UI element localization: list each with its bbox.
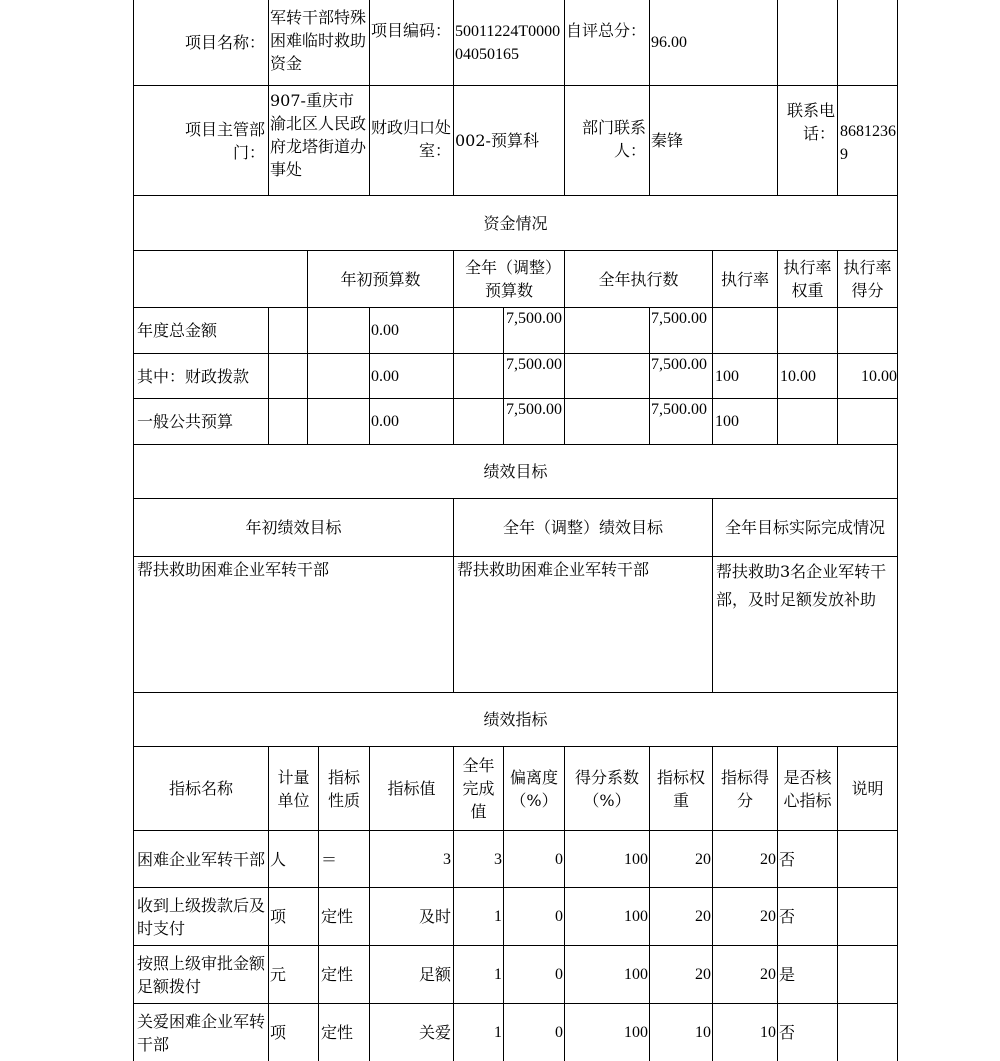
ind-header-nature: 指标性质 (327, 767, 360, 810)
funds-row-score (838, 399, 897, 444)
funds-row-initial: 0.00 (371, 413, 399, 430)
indicator-name: 关爱困难企业军转干部 (137, 1011, 266, 1054)
indicator-done: 1 (494, 966, 502, 983)
dept-label: 项目主管部门： (184, 119, 265, 162)
funds-section-title: 资金情况 (483, 213, 548, 233)
ind-header-weight: 指标权重 (656, 767, 705, 810)
indicator-weight: 10 (695, 1024, 711, 1041)
ind-header-coef: 得分系数（%） (574, 767, 639, 810)
indicator-score: 20 (760, 966, 776, 983)
goal-adjusted-text: 帮扶救助困难企业军转干部 (457, 560, 650, 579)
indicator-core: 是 (779, 965, 796, 984)
indicator-name: 按照上级审批金额足额拨付 (137, 953, 266, 996)
funds-row-executed: 7,500.00 (651, 401, 707, 418)
goals-header-initial: 年初绩效目标 (245, 518, 342, 537)
indicator-note (840, 1004, 897, 1061)
indicator-deviation: 0 (555, 850, 563, 868)
indicator-deviation: 0 (555, 966, 563, 983)
funds-row-score: 10.00 (861, 367, 897, 385)
self-score-value: 96.00 (651, 34, 687, 51)
ind-header-core: 是否核心指标 (783, 767, 832, 810)
indicator-nature: 定性 (321, 1023, 354, 1042)
funds-row-adjusted: 7,500.00 (506, 310, 562, 327)
indicator-unit: 项 (270, 907, 287, 926)
indicator-nature: 定性 (321, 965, 354, 984)
indicator-done: 1 (494, 1024, 502, 1041)
indicator-score: 20 (760, 908, 776, 925)
indicator-weight: 20 (695, 850, 711, 868)
indicator-weight: 20 (695, 908, 711, 925)
ind-header-unit: 计量单位 (277, 767, 310, 810)
indicator-note (840, 831, 897, 887)
indicator-coefficient: 100 (624, 850, 648, 868)
indicator-nature: ＝ (321, 849, 338, 869)
funds-row-rate: 100 (715, 413, 739, 430)
indicator-core: 否 (779, 1023, 796, 1042)
indicator-core: 否 (779, 907, 796, 926)
indicator-weight: 20 (695, 966, 711, 983)
ind-header-done: 全年完成值 (462, 756, 495, 821)
funds-row-adjusted: 7,500.00 (506, 356, 562, 373)
indicators-section-title: 绩效指标 (483, 710, 548, 729)
indicator-unit: 元 (270, 965, 287, 984)
goals-header-adjusted: 全年（调整）绩效目标 (502, 518, 663, 537)
project-name-value: 军转干部特殊困难临时救助资金 (270, 8, 367, 73)
indicator-coefficient: 100 (624, 908, 648, 925)
funds-header-adjusted: 全年（调整）预算数 (464, 258, 553, 300)
ind-header-value: 指标值 (387, 779, 436, 798)
phone-value: 86812369 (840, 123, 896, 163)
ind-header-dev: 偏离度（%） (509, 767, 558, 810)
indicator-value: 关爱 (418, 1023, 451, 1042)
funds-header-score: 执行率得分 (843, 258, 892, 300)
indicator-done: 1 (494, 908, 502, 925)
project-name-label: 项目名称： (184, 33, 265, 52)
indicator-deviation: 0 (555, 908, 563, 925)
funds-row-label: 年度总金额 (137, 321, 218, 340)
indicator-deviation: 0 (555, 1024, 563, 1041)
indicator-core: 否 (779, 849, 796, 869)
ind-header-score: 指标得分 (720, 767, 769, 810)
indicator-score: 10 (760, 1024, 776, 1041)
funds-header-executed: 全年执行数 (598, 269, 679, 289)
funds-row-label: 其中：财政拨款 (137, 366, 250, 386)
indicator-note (840, 888, 897, 945)
funds-row-weight: 10.00 (780, 367, 816, 385)
funds-row-rate: 100 (715, 367, 739, 385)
ind-header-name: 指标名称 (168, 779, 233, 798)
indicator-nature: 定性 (321, 907, 354, 926)
funds-row-score (838, 308, 897, 353)
indicator-score: 20 (760, 850, 776, 868)
goal-actual-text: 帮扶救助3名企业军转干部，及时足额发放补助 (716, 562, 887, 609)
finance-office-value: 002-预算科 (455, 131, 539, 150)
funds-row-weight (780, 399, 837, 444)
indicator-value: 3 (443, 850, 451, 868)
funds-row-executed: 7,500.00 (651, 356, 707, 373)
contact-label: 部门联系人： (581, 118, 646, 160)
goal-initial-text: 帮扶救助困难企业军转干部 (137, 560, 330, 579)
dept-value: 907-重庆市渝北区人民政府龙塔街道办事处 (270, 91, 367, 179)
indicator-coefficient: 100 (624, 966, 648, 983)
indicator-name: 困难企业军转干部 (137, 849, 266, 869)
self-score-label: 自评总分： (566, 21, 646, 40)
funds-row-executed: 7,500.00 (651, 310, 707, 327)
funds-row-adjusted: 7,500.00 (506, 401, 562, 418)
finance-office-label: 财政归口处室： (371, 118, 451, 160)
indicator-name: 收到上级拨款后及时支付 (137, 895, 266, 938)
indicator-value: 足额 (418, 965, 451, 984)
funds-header-weight: 执行率权重 (783, 258, 832, 300)
phone-label: 联系电话： (786, 101, 835, 143)
goals-section-title: 绩效目标 (483, 462, 548, 481)
funds-row-initial: 0.00 (371, 322, 399, 339)
ind-header-note: 说明 (851, 779, 884, 798)
funds-header-rate: 执行率 (720, 269, 769, 289)
indicator-unit: 人 (270, 849, 287, 869)
contact-value: 秦锋 (651, 131, 684, 150)
funds-row-weight (780, 308, 837, 353)
indicator-note (840, 946, 897, 1003)
funds-row-label: 一般公共预算 (137, 412, 234, 431)
indicator-done: 3 (494, 850, 502, 868)
project-code-value: 50011224T000004050165 (455, 23, 561, 63)
funds-row-rate (715, 308, 777, 353)
project-code-label: 项目编码： (371, 21, 451, 40)
goals-header-actual: 全年目标实际完成情况 (724, 518, 885, 537)
indicator-value: 及时 (418, 907, 451, 926)
funds-row-initial: 0.00 (371, 367, 399, 385)
indicator-unit: 项 (270, 1023, 287, 1042)
funds-header-initial: 年初预算数 (340, 269, 421, 289)
indicator-coefficient: 100 (624, 1024, 648, 1041)
